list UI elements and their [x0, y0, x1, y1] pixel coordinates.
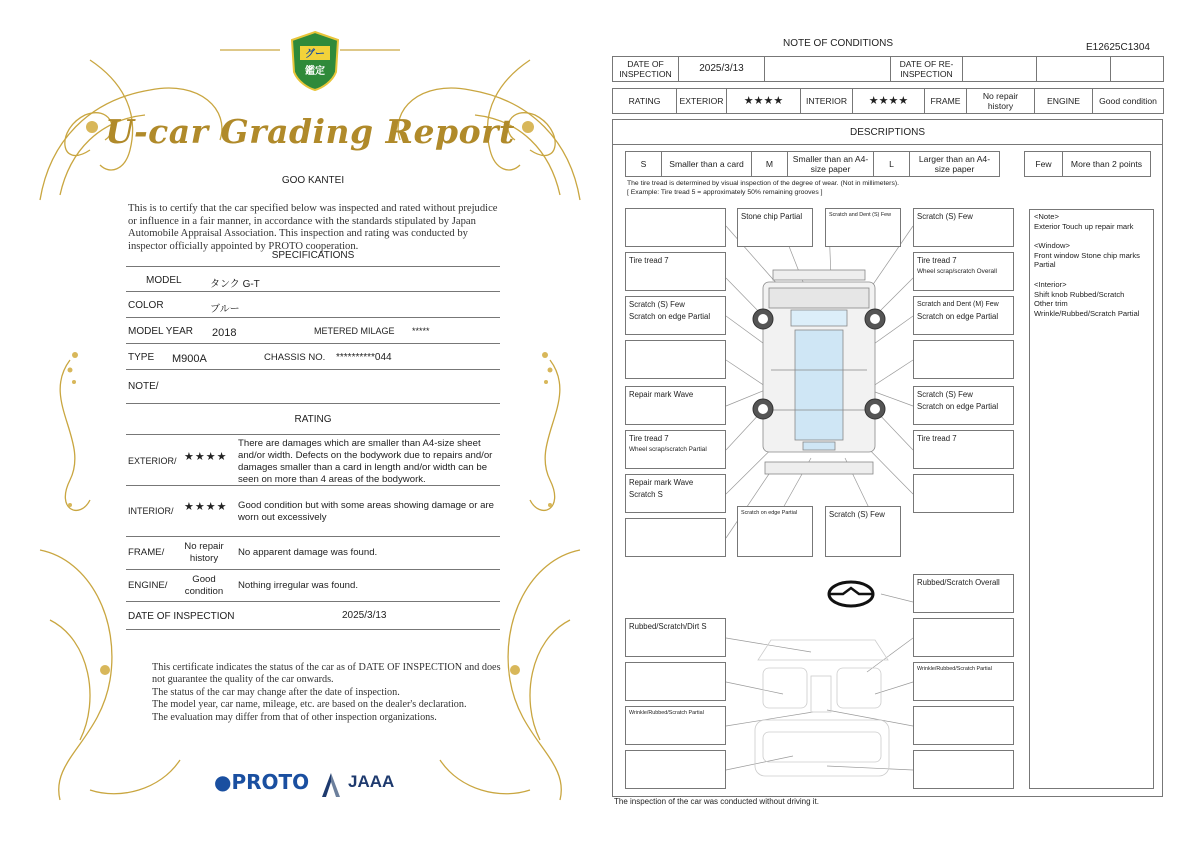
metered-milage-label: METERED MILAGE [314, 326, 395, 336]
condition-box: Rubbed/Scratch Overall [913, 574, 1014, 613]
certificate-subtitle: GOO KANTEI [281, 175, 345, 186]
condition-box: Wrinkle/Rubbed/Scratch Partial [625, 706, 726, 745]
legend-few: Few [1025, 152, 1063, 177]
descriptions-panel [612, 119, 1163, 797]
interior-label: INTERIOR/ [128, 506, 174, 516]
rating-label: RATING [613, 89, 677, 114]
date-of-inspection-label: DATE OF INSPECTION [128, 611, 235, 622]
frame-value: No repair history [967, 89, 1035, 114]
note-of-conditions [608, 30, 1168, 820]
spec-row-model [126, 266, 500, 292]
condition-box: Tire tread 7 Wheel scrap/scratch Overall [913, 252, 1014, 291]
legend-m: M [752, 152, 788, 177]
condition-box: Tire tread 7 Wheel scrap/scratch Partial [625, 430, 726, 469]
condition-box: Scratch (S) Few [825, 506, 901, 557]
condition-box: Scratch and Dent (S) Few [825, 208, 901, 247]
condition-box: Scratch (S) Few [913, 208, 1014, 247]
rating-heading: RATING [294, 414, 332, 425]
condition-box [625, 208, 726, 247]
condition-box [913, 706, 1014, 745]
spec-row-color [126, 292, 500, 318]
footer-line: The evaluation may differ from that of other inspection organizations. [152, 711, 437, 723]
note-label: NOTE/ [128, 381, 159, 392]
interior-text: Other trim [1034, 299, 1068, 309]
note-title: NOTE OF CONDITIONS [783, 38, 893, 49]
condition-box [625, 340, 726, 379]
note-heading: <Note> [1034, 212, 1059, 221]
descriptions-heading: DESCRIPTIONS [613, 120, 1162, 145]
interior-text: Shift knob Rubbed/Scratch [1034, 289, 1125, 299]
condition-box [913, 750, 1014, 789]
notes-box [1029, 209, 1154, 789]
condition-box [625, 518, 726, 557]
date-of-inspection-value: 2025/3/13 [679, 57, 765, 82]
car-interior-view [755, 640, 889, 776]
color-label: COLOR [128, 300, 164, 311]
condition-box: Repair mark Wave Scratch S [625, 474, 726, 513]
window-text: Front window Stone chip marks Partial [1034, 250, 1140, 270]
frame-label: FRAME [925, 89, 967, 114]
model-year-value: 2018 [212, 327, 237, 339]
condition-box: Tire tread 7 [625, 252, 726, 291]
proto-logo: ●PROTO [214, 770, 310, 794]
exterior-label: EXTERIOR/ [128, 456, 177, 466]
exterior-description: There are damages which are smaller than A4-size sheet and/or width. Defects on the bodywork due to repairs and/or damages smaller than a card in length and/or width can be seen on more than 4 areas of the bodywork. [238, 438, 493, 485]
legend-s: S [626, 152, 662, 177]
frame-label: FRAME/ [128, 547, 165, 558]
window-heading: <Window> [1034, 241, 1070, 251]
empty-cell [765, 57, 891, 82]
color-value: ブルー [210, 304, 240, 315]
interior-label: INTERIOR [801, 89, 853, 114]
tire-note-line: [ Example: Tire tread 5 = approximately 50% remaining grooves ] [627, 189, 823, 196]
spec-row-model-year [126, 318, 500, 344]
type-label: TYPE [128, 352, 155, 363]
rating-table [612, 88, 1164, 114]
condition-box [913, 474, 1014, 513]
reinspection-label: DATE OF RE-INSPECTION [891, 57, 963, 82]
date-of-inspection-label: DATE OF INSPECTION [613, 57, 679, 82]
grading-certificate [30, 20, 590, 830]
legend-m-desc: Smaller than an A4-size paper [788, 152, 874, 177]
engine-label: ENGINE/ [128, 580, 168, 591]
rating-row-interior [126, 486, 500, 537]
interior-text: Wrinkle/Rubbed/Scratch Partial [1034, 308, 1140, 318]
empty-cell [1037, 57, 1111, 82]
footer-line: The model year, car name, mileage, etc. are based on the dealer's declaration. [152, 699, 467, 711]
frame-value: No repair history [184, 541, 224, 564]
legend-l-desc: Larger than an A4-size paper [910, 152, 1000, 177]
certificate-footer [152, 662, 502, 724]
chassis-label: CHASSIS NO. [264, 352, 326, 363]
inspection-footnote: The inspection of the car was conducted without driving it. [614, 797, 819, 806]
footer-logos [210, 770, 430, 800]
exterior-label: EXTERIOR [677, 89, 727, 114]
legend-few-desc: More than 2 points [1063, 152, 1151, 177]
condition-box: Scratch and Dent (M) Few Scratch on edge Partial [913, 296, 1014, 335]
condition-box: Wrinkle/Rubbed/Scratch Partial [913, 662, 1014, 701]
spec-row-note [126, 370, 500, 404]
engine-description: Nothing irregular was found. [238, 580, 358, 591]
interior-description: Good condition but with some areas showing damage or are worn out excessively [238, 500, 494, 523]
goo-kantei-badge [288, 30, 342, 92]
condition-box: Scratch (S) Few Scratch on edge Partial [625, 296, 726, 335]
certificate-title: U-car Grading Report [105, 112, 515, 151]
date-of-inspection-value: 2025/3/13 [342, 610, 387, 621]
engine-value: Good condition [1093, 89, 1164, 114]
condition-box: Scratch on edge Partial [737, 506, 813, 557]
note-text: Exterior Touch up repair mark [1034, 221, 1134, 231]
engine-value: Good condition [184, 574, 224, 597]
interior-heading: <Interior> [1034, 279, 1067, 289]
rating-row-engine [126, 570, 500, 602]
frame-description: No apparent damage was found. [238, 547, 378, 558]
empty-cell [1111, 57, 1164, 82]
tire-note-line: The tire tread is determined by visual inspection of the degree of wear. (Not in millimeters). [627, 180, 899, 187]
condition-box [913, 618, 1014, 657]
condition-box: Repair mark Wave [625, 386, 726, 425]
condition-box [625, 750, 726, 789]
jaaa-logo-mark [320, 772, 342, 798]
legend-s-desc: Smaller than a card [662, 152, 752, 177]
model-label: MODEL [146, 275, 182, 286]
interior-stars: ★★★★ [184, 501, 228, 513]
chassis-value: **********044 [336, 352, 392, 363]
jaaa-logo: JAAA [348, 772, 395, 791]
condition-box: Rubbed/Scratch/Dirt S [625, 618, 726, 657]
footer-line: The status of the car may change after the date of inspection. [152, 686, 400, 698]
condition-box [913, 340, 1014, 379]
legend-l: L [874, 152, 910, 177]
type-value: M900A [172, 353, 207, 365]
exterior-stars: ★★★★ [727, 89, 801, 114]
exterior-stars: ★★★★ [184, 451, 228, 463]
engine-label: ENGINE [1035, 89, 1093, 114]
metered-milage-value: ***** [412, 326, 430, 336]
condition-box: Scratch (S) Few Scratch on edge Partial [913, 386, 1014, 425]
svg-text:グー: グー [305, 49, 325, 60]
steering-wheel-icon [829, 582, 873, 606]
interior-stars: ★★★★ [853, 89, 925, 114]
specifications-heading: SPECIFICATIONS [271, 250, 355, 261]
rating-row-exterior [126, 434, 500, 486]
certificate-intro: This is to certify that the car specified below was inspected and rated without prejudice or influence in a fair manner, in accordance with the standards stipulated by Japan Automobile Appraisal Association. This inspection and rating was conducted by inspector officially appointed by PROTO cooperation. [128, 203, 498, 253]
inspection-dates-table [612, 56, 1164, 82]
model-year-label: MODEL YEAR [128, 326, 194, 337]
model-value: タンク G-T [210, 279, 260, 290]
condition-box: Stone chip Partial [737, 208, 813, 247]
spec-row-date [126, 602, 500, 630]
footer-line: This certificate indicates the status of the car as of DATE OF INSPECTION and does not guarantee the quality of the car onwards. [152, 662, 501, 686]
condition-box [625, 662, 726, 701]
badge-text: 鑑定 [305, 66, 325, 77]
report-code: E12625C1304 [1086, 42, 1150, 53]
condition-box: Tire tread 7 [913, 430, 1014, 469]
reinspection-value [963, 57, 1037, 82]
car-top-view [763, 270, 875, 474]
spec-row-type [126, 344, 500, 370]
rating-row-frame [126, 537, 500, 570]
